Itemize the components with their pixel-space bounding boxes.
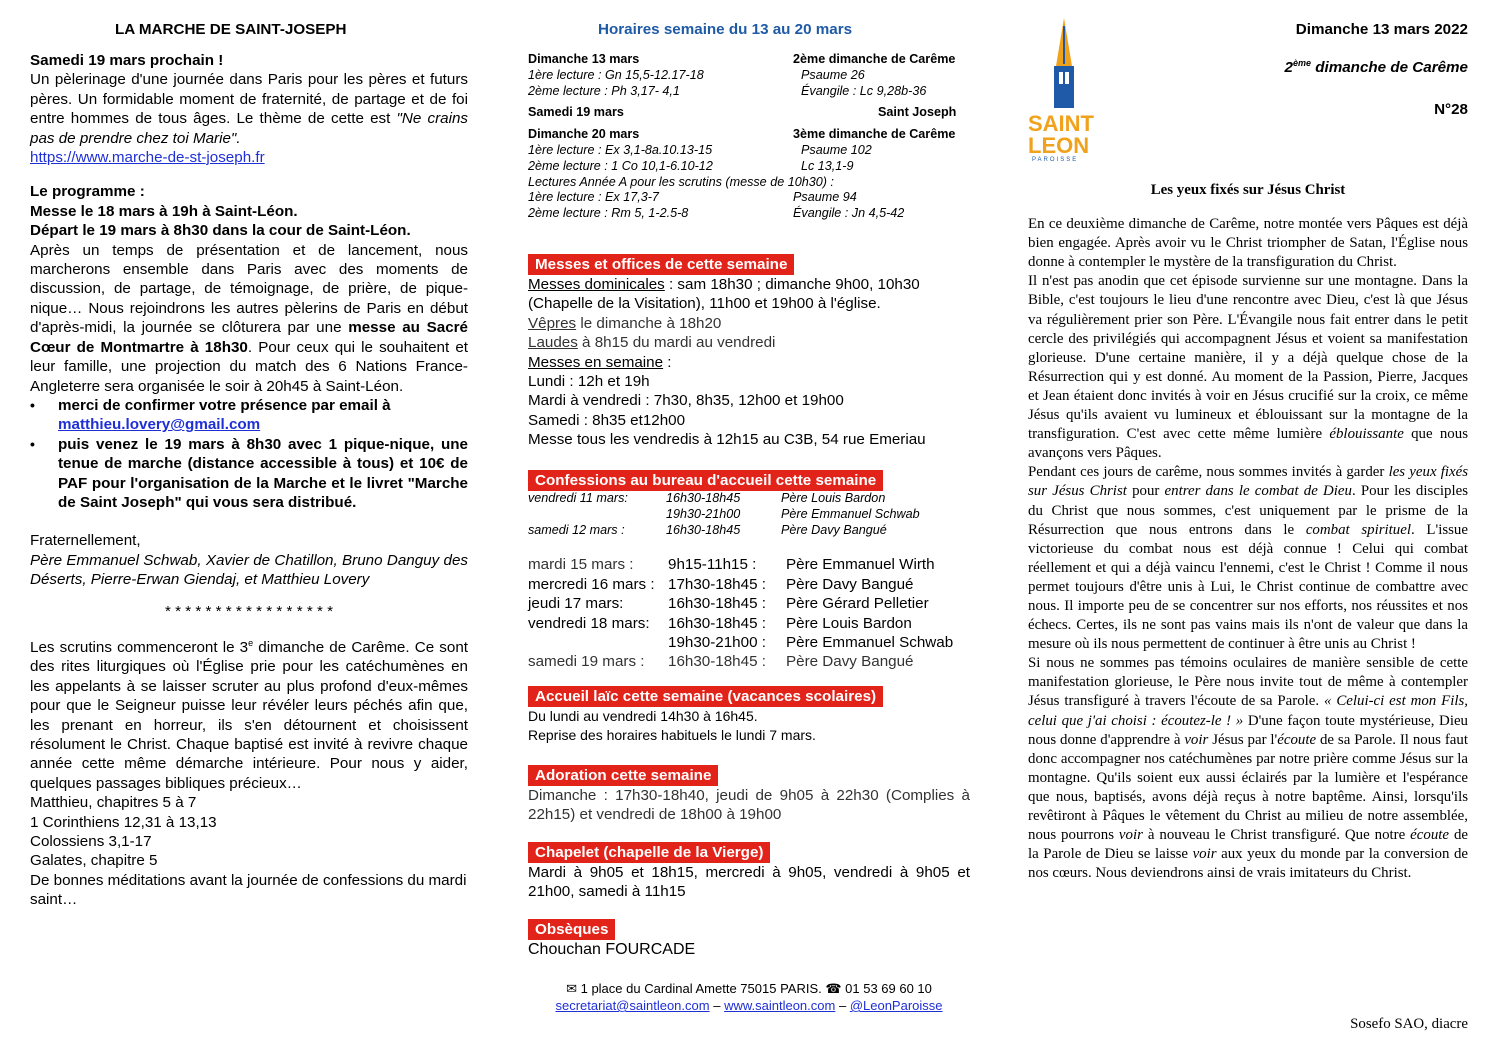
s19-row (528, 105, 968, 121)
confessions-table (528, 555, 970, 671)
messes-dominicales-label: Messes dominicales (528, 276, 665, 293)
p3-italic-2: entrer dans le combat de Dieu (1164, 483, 1352, 500)
p4-italic-voir-2: voir (1118, 827, 1143, 844)
laudes-text: à 8h15 du mardi au vendredi (577, 334, 776, 352)
annee-a-label: Lectures Année A pour les scrutins (messe de 10h30) : (528, 174, 834, 189)
scrutins-sup: e (248, 637, 254, 648)
d20-a2: 2ème lecture : Rm 5, 1-2.5-8 (528, 206, 689, 221)
email-link[interactable]: matthieu.lovery@gmail.com (58, 416, 261, 434)
conf-day: vendredi 11 mars: (528, 491, 628, 505)
footer-links (528, 997, 970, 1014)
d13-l1-row (528, 68, 968, 84)
messes-dominicales (528, 275, 970, 314)
conf-day: samedi 19 mars : (528, 653, 645, 671)
conf-row (528, 575, 970, 594)
saint-leon-logo (1028, 18, 1100, 164)
d13-evangile: Évangile : Lc 9,28b-36 (801, 83, 927, 98)
logo-paroisse: PAROISSE (1032, 157, 1079, 163)
accueil-badge: Accueil laïc cette semaine (vacances scolaires) (528, 686, 883, 707)
messes-dominicales-text: : sam 18h30 ; dimanche 9h00, 10h30 (Chapelle de la Visitation), 11h00 et 19h00 à l'église. (528, 276, 920, 313)
p4-quote: « Celui-ci est mon Fils, celui que j'ai choisi : écoutez-le ! » (1028, 693, 1468, 729)
conf-time: 16h30-18h45 (666, 491, 741, 505)
p2-italic: éblouissante (1329, 426, 1404, 443)
scrutins-a: Les scrutins commenceront le 3 (30, 638, 249, 656)
conf-row (528, 633, 970, 652)
obseques-name: Chouchan FOURCADE (528, 941, 696, 958)
d13-sunday: 2ème dimanche de Carême (793, 52, 956, 66)
s19-saint: Saint Joseph (878, 105, 957, 120)
conf-priest: Père Davy Bangué (786, 653, 914, 671)
d20-a1: 1ère lecture : Ex 17,3-7 (528, 190, 659, 205)
d20-a1-psaume: Psaume 94 (793, 190, 857, 205)
bullet-venez: • puis venez le 19 mars à 8h30 avec 1 pique-nique, une tenue de marche (distance accessible à tous) et 10€ de PAF pour l'organisation de la Marche et le livret "Marche de Saint Joseph" qui vous sera distribué. (30, 435, 468, 513)
ref-4: Galates, chapitre 5 (30, 852, 158, 870)
editorial-signature: Sosefo SAO, diacre (1350, 1016, 1468, 1032)
marche-title: LA MARCHE DE SAINT-JOSEPH (115, 21, 347, 38)
p4-italic-voir-3: voir (1192, 846, 1217, 863)
d13-psaume: Psaume 26 (801, 67, 865, 82)
conf-day: samedi 12 mars : (528, 522, 625, 537)
semaine-samedi: Samedi : 8h35 et12h00 (528, 411, 686, 429)
conf-row (528, 614, 970, 633)
ref-2: 1 Corinthiens 12,31 à 13,13 (30, 813, 217, 831)
d20-evangile: Lc 13,1-9 (801, 158, 854, 173)
conf-row (528, 555, 970, 574)
p4-a: Si nous ne sommes pas témoins oculaires de manière sensible de cette manifestation glorieuse, le Père nous invite tout de même à contempler Jésus transfiguré à travers l'écoute de sa Parole. (1028, 655, 1468, 710)
sunday-title (1285, 59, 1468, 76)
d20-psaume: Psaume 102 (801, 142, 872, 157)
semaine-line (528, 353, 970, 372)
marche-theme: "Ne crains pas de prendre chez toi Marie". (30, 110, 469, 147)
d13-row (528, 52, 968, 68)
p3-a: Pendant ces jours de carême, nous sommes invités à garder (1028, 464, 1389, 481)
semaine-lundi: Lundi : 12h et 19h (528, 373, 650, 391)
footer-address: ✉ 1 place du Cardinal Amette 75015 PARIS. ☎ 01 53 69 60 10 (566, 981, 932, 996)
p3-b: pour (1126, 483, 1165, 500)
vepres-text: le dimanche à 18h20 (576, 314, 722, 332)
church-tower-icon (1028, 18, 1100, 108)
marche-website-link[interactable]: https://www.marche-de-st-joseph.fr (30, 149, 265, 167)
p4-c: Jésus par l' (1208, 731, 1278, 748)
conf-priest: Père Louis Bardon (781, 491, 886, 505)
p4-italic-ecoute-2: écoute (1410, 827, 1450, 844)
ref-1: Matthieu, chapitres 5 à 7 (30, 794, 197, 812)
d13-l2: 2ème lecture : Ph 3,17- 4,1 (528, 83, 680, 98)
p4-b: D'une façon toute mystérieuse, Dieu nous donne d'apprendre à (1028, 712, 1469, 748)
p3-d: . L'issue victorieuse du combat nous est déjà connue ! Celui qui combat réellement et qui a déjà vaincu l'ennemi, c'est le Christ ! Comme il nous permet toujours d'être unis à Lui, le Christ continue de combattre avec nous. Il importe peu de se concentrer sur nos efforts, nos réussites et nos échecs. Certes, ils ne sont pas vains mais ils n'ont de valeur que dans la mesure où ils nous permettent de continuer à être unis au Christ ! (1028, 521, 1468, 653)
conf-time: 16h30-18h45 : (668, 653, 766, 671)
conf-row (528, 491, 970, 507)
twitter-link[interactable]: @LeonParoisse (849, 998, 943, 1013)
messes-badge: Messes et offices de cette semaine (528, 254, 794, 275)
footer (528, 980, 970, 1014)
issue-date: Dimanche 13 mars 2022 (1295, 21, 1468, 38)
semaine-label: Messes en semaine (528, 353, 664, 371)
conf-day: mardi 15 mars : (528, 556, 634, 574)
secretariat-email-link[interactable]: secretariat@saintleon.com (555, 998, 710, 1013)
d13-l1: 1ère lecture : Gn 15,5-12.17-18 (528, 67, 704, 82)
issue-number: N°28 (1434, 101, 1468, 118)
conf-priest: Père Davy Bangué (781, 522, 887, 537)
p4-italic-voir: voir (1184, 731, 1209, 748)
conf-time: 16h30-18h45 : (668, 614, 766, 632)
editorial-p2 (1028, 272, 1468, 463)
programme-text-b: . Pour ceux qui le souhaitent et leur famille, une projection du match des 6 Nations France-Angleterre sera organisée le soir à 20h45 à Saint-Léon. (30, 338, 468, 395)
d20-l1-row (528, 143, 968, 159)
conf-time: 9h15-11h15 : (668, 556, 757, 574)
conf-time: 17h30-18h45 : (668, 575, 766, 593)
conf-row (528, 652, 970, 671)
conf-priest: Père Louis Bardon (786, 614, 912, 632)
footer-separator: – (835, 998, 850, 1013)
accueil-line-2: Reprise des horaires habituels le lundi 7 mars. (528, 727, 816, 744)
d20-sunday: 3ème dimanche de Carême (793, 127, 956, 142)
conf-day: jeudi 17 mars: (528, 595, 624, 613)
d20-a1-row (528, 190, 968, 206)
programme-messe: Messe le 18 mars à 19h à Saint-Léon. (30, 202, 298, 220)
p2-b: que nous avançons vers Pâques. (1028, 426, 1468, 462)
sunday-sup: ème (1292, 57, 1311, 68)
laudes-line (528, 333, 970, 352)
programme-depart: Départ le 19 mars à 8h30 dans la cour de Saint-Léon. (30, 222, 411, 240)
vepres-label: Vêpres (528, 314, 577, 332)
d20-a2-row (528, 206, 968, 222)
p3-italic-3: combat spirituel (1305, 521, 1411, 538)
sunday-rest: dimanche de Carême (1311, 59, 1468, 76)
programme-text-a: Après un temps de présentation et de lancement, nous marcherons ensemble dans Paris avec des moments de discussion, de partage, de témoignage, de prière, de pique-nique… Nous rejoindrons les autres pèlerins de Paris en début d'après-midi, la journée se clôturera par une (30, 241, 468, 337)
editorial-p3 (1028, 463, 1468, 654)
conf-day (528, 633, 668, 652)
marche-intro (30, 70, 468, 148)
p3-c: . Pour les disciples du Christ que nous sommes, c'est uniquement par le prisme de la Résurrection que nous entrons dans le (1028, 483, 1468, 538)
conf-priest: Père Gérard Pelletier (786, 595, 929, 613)
p4-d: de sa Parole. Il nous faut donc accompagner nos catéchumènes par notre prière comme Jésus sur la montagne. Qu'ils soient eux aussi éclairés par la lumière et l'espérance que nous, baptisés, avons déjà reçus à notre baptême. Ainsi, lorsqu'ils revêtiront à Pâques le vêtement du Christ au milieu de notre assemblée, nous pourrons (1028, 731, 1468, 844)
horaires-title: Horaires semaine du 13 au 20 mars (598, 21, 853, 38)
p2-a: Il n'est pas anodin que cet épisode survienne sur une montagne. Dans la Bible, c'est toujours le lieu d'une rencontre avec Dieu, c'est là que Jésus va régulièrement prier son Père. L'Évangile nous fait entrer dans le petit cercle des privilégiés qui accompagnent Jésus et voient sa manifestation glorieuse. D'une certaine manière, il y a déjà quelque chose de la Résurrection qui y est donné. Au moment de la Passion, Pierre, Jacques et Jean étaient donc invités à voir en Jésus crucifié sur la croix, ce même Jésus qu'ils avaient vu lumineux et éblouissant sur la montagne de la transfiguration. C'est avec cette même lumière (1028, 273, 1468, 443)
intro-text: Un pèlerinage d'une journée dans Paris pour les pères et futurs pères. Un formidable moment de fraternité, de partage et de foi entre hommes de tous âges. Le thème de cette est (30, 71, 468, 128)
d20-label: Dimanche 20 mars (528, 127, 640, 142)
conf-time: 19h30-21h00 (666, 506, 741, 521)
p4-italic-ecoute: écoute (1277, 731, 1317, 748)
sunday-num: 2 (1284, 59, 1293, 76)
p4-f: de la Parole de Dieu se laisse (1028, 827, 1468, 863)
d20-l1: 1ère lecture : Ex 3,1-8a.10.13-15 (528, 142, 713, 157)
bullet-confirm (30, 396, 468, 435)
obseques-badge: Obsèques (528, 919, 615, 940)
marche-date: Samedi 19 mars prochain ! (30, 52, 224, 69)
scrutins-b: dimanche de Carême. Ce sont des rites liturgiques où l'Église prie pour les catéchumènes en les appelants à se laisser scruter au plus profond d'eux-mêmes pour que le Seigneur puisse leur révéler leurs péchés afin que, les prenant en horreur, ils s'en détournent et choisissent résolument le Christ. Chaque baptisé est invité à revivre chaque année cette même démarche intérieure. Pour nous y aider, quelques passages bibliques précieux… (30, 638, 469, 792)
programme-title: Le programme : (30, 183, 145, 201)
d20-a2-evangile: Évangile : Jn 4,5-42 (793, 206, 905, 221)
conf-priest: Père Emmanuel Wirth (786, 556, 935, 574)
editorial-p4 (1028, 654, 1468, 883)
ref-3: Colossiens 3,1-17 (30, 833, 152, 851)
conf-priest: Père Emmanuel Schwab (781, 506, 920, 521)
conf-time: 19h30-21h00 : (668, 634, 766, 652)
d20-l2-row (528, 159, 968, 175)
logo-leon: LEON (1028, 133, 1090, 158)
editorial-p1: En ce deuxième dimanche de Carême, notre montée vers Pâques est déjà bien engagée. Après avoir vu le Christ triompher de Satan, l'Église nous donne à contempler le mystère de la transfiguration du Christ. (1028, 216, 1468, 271)
website-link[interactable]: www.saintleon.com (724, 998, 836, 1013)
adoration-badge: Adoration cette semaine (528, 765, 718, 786)
stars-divider: * * * * * * * * * * * * * * * * * (165, 602, 333, 620)
chapelet-badge: Chapelet (chapelle de la Vierge) (528, 842, 770, 863)
conf-row (528, 594, 970, 613)
s19-label: Samedi 19 mars (528, 105, 624, 120)
d20-row (528, 127, 968, 143)
conf-day: vendredi 18 mars: (528, 614, 650, 632)
semaine-colon: : (663, 353, 672, 371)
conf-row (528, 507, 970, 523)
confessions-badge: Confessions au bureau d'accueil cette semaine (528, 470, 883, 491)
conf-row (528, 523, 970, 539)
p4-g: aux yeux du monde par la conversion de nos cœurs. Nous deviendrons ainsi de vrais imitateurs du Christ. (1028, 846, 1468, 882)
final-text: De bonnes méditations avant la journée de confessions du mardi saint… (30, 871, 467, 909)
d20-l2: 2ème lecture : 1 Co 10,1-6.10-12 (528, 158, 713, 173)
conf-day (528, 507, 666, 523)
laudes-label: Laudes (528, 334, 578, 352)
chapelet-text: Mardi à 9h05 et 18h15, mercredi à 9h05, vendredi à 9h05 et 21h00, samedi à 11h15 (528, 864, 970, 901)
adoration-text: Dimanche : 17h30-18h40, jeudi de 9h05 à 22h30 (Complies à 22h15) et vendredi de 18h00 à 19h00 (528, 787, 970, 824)
semaine-vendredis: Messe tous les vendredis à 12h15 au C3B, 54 rue Emeriau (528, 431, 926, 449)
conf-priest: Père Emmanuel Schwab (786, 634, 954, 652)
vepres-line (528, 314, 970, 333)
p3-italic-1: les yeux fixés sur Jésus Christ (1028, 464, 1469, 500)
conf-time: 16h30-18h45 (666, 522, 741, 537)
semaine-mardi: Mardi à vendredi : 7h30, 8h35, 12h00 et 19h00 (528, 392, 844, 410)
logo-saint: SAINT (1028, 111, 1094, 136)
p4-e: à nouveau le Christ transfiguré. Que notre (1142, 827, 1411, 844)
conf-day: mercredi 16 mars : (528, 575, 655, 593)
d13-l2-row (528, 84, 968, 100)
closing: Fraternellement, (30, 532, 141, 550)
bullet-confirm-text: merci de confirmer votre présence par email à (58, 396, 391, 414)
footer-separator: – (709, 998, 725, 1013)
conf-time: 16h30-18h45 : (668, 595, 766, 613)
conf-priest: Père Davy Bangué (786, 575, 914, 593)
signatures: Père Emmanuel Schwab, Xavier de Chatillon, Bruno Danguy des Déserts, Pierre-Erwan Giendaj, et Matthieu Lovery (30, 551, 468, 589)
programme-messe-montmartre: messe au Sacré Cœur de Montmartre à 18h30 (30, 319, 468, 356)
d13-label: Dimanche 13 mars (528, 52, 640, 66)
confessions-small-table (528, 491, 970, 538)
scrutins-text (30, 638, 468, 793)
editorial-title: Les yeux fixés sur Jésus Christ (1150, 182, 1346, 198)
accueil-line-1: Du lundi au vendredi 14h30 à 16h45. (528, 708, 758, 724)
programme-text (30, 241, 468, 396)
